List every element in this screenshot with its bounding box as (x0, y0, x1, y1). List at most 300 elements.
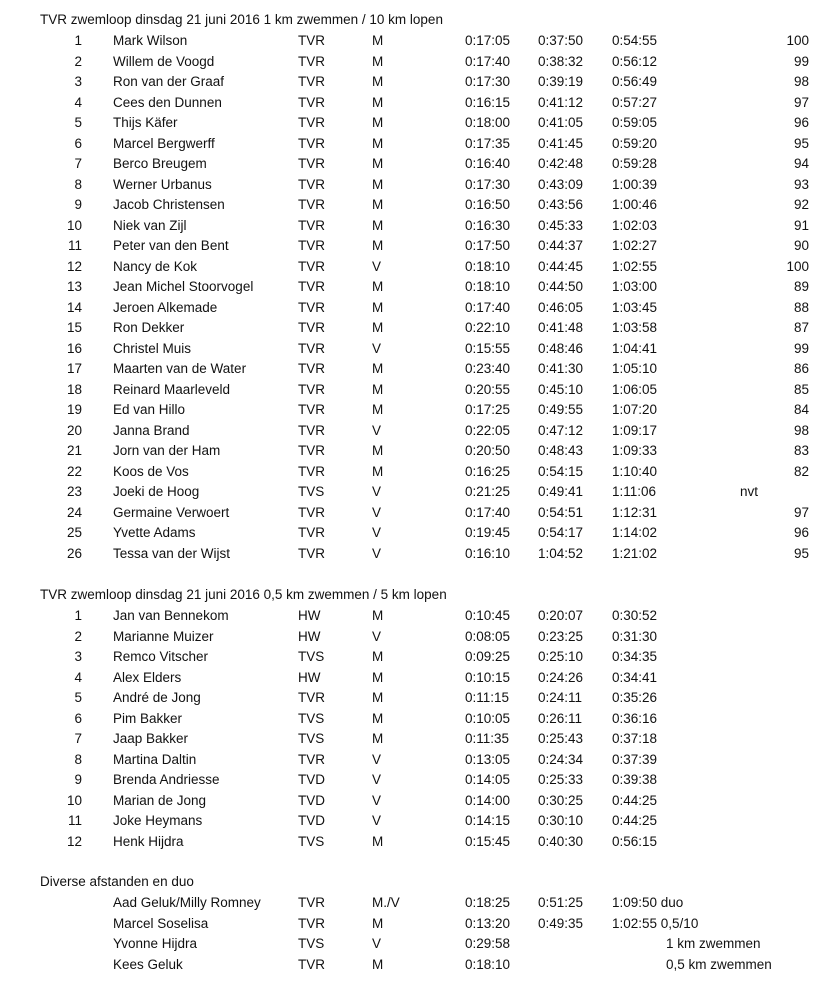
swim-time-cell: 0:17:35 (465, 135, 511, 151)
run-time-cell: 0:54:15 (538, 463, 584, 479)
rank-cell: 18 (66, 381, 82, 397)
rank-cell: 5 (74, 115, 82, 130)
total-time-cell: 0:31:30 (612, 628, 658, 644)
run-time-cell: 0:47:12 (538, 422, 584, 438)
run-time-cell: 0:49:35 (538, 915, 584, 931)
total-time-cell: 1:14:02 (612, 525, 658, 540)
swim-time-cell: 0:11:35 (465, 731, 510, 746)
total-time-cell: 1:12:31 (612, 504, 658, 520)
club-cell: TVD (298, 792, 325, 808)
club-cell: TVR (298, 504, 325, 520)
run-time-cell: 0:30:10 (538, 813, 584, 828)
run-time-cell: 0:30:25 (538, 792, 584, 808)
total-time-cell: 0:44:25 (612, 792, 658, 808)
total-time-cell: 1:10:40 (612, 463, 658, 479)
name-cell: Alex Elders (113, 669, 182, 685)
rank-cell: 5 (74, 690, 82, 705)
name-cell: Werner Urbanus (113, 176, 212, 192)
total-time-cell: 1:04:41 (612, 340, 658, 356)
points-cell: 88 (793, 299, 809, 315)
swim-time-cell: 0:18:25 (465, 895, 511, 910)
table-row (0, 731, 834, 752)
total-time-cell: 1:09:50 duo (612, 895, 684, 910)
club-cell: TVR (298, 238, 325, 253)
points-cell: 83 (793, 443, 809, 458)
gender-cell: M (372, 74, 384, 89)
points-cell: 82 (793, 463, 809, 479)
table-row (0, 115, 834, 136)
total-time-cell: 1:00:46 (612, 197, 658, 212)
points-cell: 100 (786, 33, 809, 48)
rank-cell: 11 (67, 238, 82, 253)
run-time-cell: 0:54:51 (538, 504, 584, 520)
total-time-cell: 0:36:16 (612, 710, 658, 726)
gender-cell: M (372, 217, 384, 233)
table-row (0, 238, 834, 259)
rank-cell: 10 (66, 792, 82, 808)
gender-cell: V (372, 792, 382, 808)
run-time-cell: 1:04:52 (538, 545, 584, 561)
gender-cell: M (372, 690, 384, 705)
table-row (0, 793, 834, 814)
total-time-cell: 0:56:15 (612, 833, 658, 849)
club-cell: TVR (298, 320, 325, 335)
rank-cell: 16 (66, 340, 82, 356)
name-cell: Martina Daltin (113, 751, 197, 767)
name-cell: Jan van Bennekom (113, 608, 229, 623)
gender-cell: M (372, 402, 384, 417)
club-cell: TVS (298, 833, 325, 849)
name-cell: Marcel Bergwerff (113, 135, 215, 151)
swim-time-cell: 0:15:45 (465, 833, 511, 849)
rank-cell: 2 (74, 628, 82, 644)
name-cell: Jaap Bakker (113, 731, 189, 746)
table-row (0, 74, 834, 95)
swim-time-cell: 0:14:00 (465, 792, 511, 808)
run-time-cell: 0:24:34 (538, 751, 584, 767)
rank-cell: 12 (66, 833, 82, 849)
table-row (0, 279, 834, 300)
total-time-cell: 0:39:38 (612, 772, 658, 787)
name-cell: Jean Michel Stoorvogel (113, 279, 254, 294)
swim-time-cell: 0:17:40 (465, 504, 511, 520)
table-row (0, 629, 834, 650)
swim-time-cell: 0:14:15 (465, 813, 511, 828)
name-cell: Joeki de Hoog (113, 484, 200, 499)
club-cell: TVD (298, 813, 325, 828)
name-cell: Marcel Soselisa (113, 915, 209, 931)
points-cell: 99 (793, 340, 809, 356)
gender-cell: M (372, 710, 384, 726)
table-row (0, 895, 834, 916)
points-cell: 96 (793, 115, 809, 130)
swim-time-cell: 0:29:58 (465, 936, 511, 951)
table-row (0, 752, 834, 773)
rank-cell: 23 (66, 484, 82, 499)
run-time-cell: 0:39:19 (538, 74, 584, 89)
name-cell: Koos de Vos (113, 463, 189, 479)
run-time-cell: 0:38:32 (538, 53, 584, 69)
swim-time-cell: 0:18:10 (465, 258, 511, 274)
run-time-cell: 0:41:30 (538, 361, 584, 376)
club-cell: TVR (298, 402, 325, 417)
gender-cell: V (372, 525, 382, 540)
swim-time-cell: 0:19:45 (465, 525, 511, 540)
swim-time-cell: 0:11:15 (465, 690, 510, 705)
rank-cell: 11 (67, 813, 82, 828)
points-cell: 94 (793, 156, 809, 171)
gender-cell: M (372, 197, 384, 212)
club-cell: TVS (298, 649, 325, 664)
club-cell: TVR (298, 690, 325, 705)
total-time-cell: 0:37:39 (612, 751, 658, 767)
table-row (0, 711, 834, 732)
name-cell: Janna Brand (113, 422, 190, 438)
table-row (0, 177, 834, 198)
total-time-cell: 1:05:10 (612, 361, 658, 376)
swim-time-cell: 0:10:05 (465, 710, 511, 726)
swim-time-cell: 0:20:50 (465, 443, 511, 458)
club-cell: HW (298, 608, 321, 623)
run-time-cell: 0:20:07 (538, 608, 584, 623)
total-time-cell: 1:21:02 (612, 545, 658, 561)
table-row (0, 33, 834, 54)
swim-time-cell: 0:16:30 (465, 217, 511, 233)
rank-cell: 21 (66, 443, 82, 458)
gender-cell: V (372, 340, 382, 356)
points-cell: 87 (793, 320, 809, 335)
club-cell: TVR (298, 361, 325, 376)
swim-time-cell: 0:21:25 (465, 484, 511, 499)
rank-cell: 9 (74, 197, 82, 212)
name-cell: Germaine Verwoert (113, 504, 230, 520)
points-cell: 97 (793, 504, 809, 520)
gender-cell: M (372, 731, 384, 746)
run-time-cell: 0:49:55 (538, 402, 584, 417)
gender-cell: M (372, 381, 384, 397)
points-cell: 99 (793, 53, 809, 69)
gender-cell: M (372, 238, 384, 253)
gender-cell: M (372, 669, 384, 685)
table-row (0, 649, 834, 670)
club-cell: TVR (298, 463, 325, 479)
rank-cell: 8 (74, 176, 82, 192)
table-row (0, 772, 834, 793)
swim-time-cell: 0:23:40 (465, 361, 511, 376)
rank-cell: 10 (66, 217, 82, 233)
total-time-cell: 1:09:33 (612, 443, 658, 458)
run-time-cell: 0:23:25 (538, 628, 584, 644)
table-row (0, 341, 834, 362)
run-time-cell: 0:25:33 (538, 772, 584, 787)
table-row (0, 197, 834, 218)
club-cell: TVR (298, 299, 325, 315)
run-time-cell: 0:48:46 (538, 340, 584, 356)
table-row (0, 361, 834, 382)
run-time-cell: 0:54:17 (538, 525, 584, 540)
total-time-cell: 1:11:06 (612, 484, 657, 499)
club-cell: TVS (298, 710, 325, 726)
rank-cell: 3 (74, 649, 82, 664)
run-time-cell: 0:44:50 (538, 279, 584, 294)
points-cell: 93 (793, 176, 809, 192)
total-time-cell: 0:59:28 (612, 156, 658, 171)
points-cell: 98 (793, 74, 809, 89)
points-cell: 100 (786, 258, 809, 274)
name-cell: Marian de Jong (113, 792, 207, 808)
name-cell: Remco Vitscher (113, 649, 209, 664)
name-cell: Brenda Andriesse (113, 772, 220, 787)
table-row (0, 156, 834, 177)
gender-cell: M (372, 463, 384, 479)
run-time-cell: 0:49:41 (538, 484, 584, 499)
run-time-cell: 0:44:45 (538, 258, 584, 274)
gender-cell: M (372, 649, 384, 664)
name-cell: Mark Wilson (113, 33, 188, 48)
name-cell: Marianne Muizer (113, 628, 214, 644)
table-row (0, 608, 834, 629)
gender-cell: V (372, 772, 382, 787)
gender-cell: V (372, 422, 382, 438)
table-row (0, 690, 834, 711)
rank-cell: 7 (74, 156, 82, 171)
rank-cell: 13 (66, 279, 82, 294)
club-cell: TVR (298, 135, 325, 151)
gender-cell: M (372, 135, 384, 151)
total-time-cell: 0:35:26 (612, 690, 658, 705)
table-row (0, 218, 834, 239)
gender-cell: V (372, 628, 382, 644)
rank-cell: 8 (74, 751, 82, 767)
run-time-cell: 0:44:37 (538, 238, 584, 253)
gender-cell: M (372, 115, 384, 130)
table-row (0, 320, 834, 341)
gender-cell: M (372, 279, 384, 294)
gender-cell: V (372, 936, 382, 951)
club-cell: TVR (298, 751, 325, 767)
name-cell: Jacob Christensen (113, 197, 225, 212)
rank-cell: 17 (66, 361, 82, 376)
name-cell: Thijs Käfer (113, 115, 178, 130)
name-cell: Yvonne Hijdra (113, 936, 198, 951)
table-row (0, 834, 834, 855)
name-cell: Yvette Adams (113, 525, 196, 540)
run-time-cell: 0:51:25 (538, 895, 584, 910)
run-time-cell: 0:43:09 (538, 176, 584, 192)
club-cell: TVR (298, 74, 325, 89)
total-time-cell: 0:59:20 (612, 135, 658, 151)
run-time-cell: 0:25:43 (538, 731, 584, 746)
run-time-cell: 0:41:05 (538, 115, 584, 130)
club-cell: TVR (298, 197, 325, 212)
total-time-cell: 1:02:55 0,5/10 (612, 915, 699, 931)
club-cell: TVR (298, 258, 325, 274)
gender-cell: M (372, 443, 384, 458)
club-cell: TVR (298, 176, 325, 192)
table-row (0, 95, 834, 116)
total-time-cell: 1:07:20 (612, 402, 658, 417)
name-cell: Pim Bakker (113, 710, 183, 726)
gender-cell: V (372, 545, 382, 561)
table-row (0, 136, 834, 157)
swim-time-cell: 0:17:25 (465, 402, 511, 417)
club-cell: TVR (298, 217, 325, 233)
name-cell: Henk Hijdra (113, 833, 184, 849)
gender-cell: M (372, 956, 384, 972)
run-time-cell: 0:26:11 (538, 710, 583, 726)
rank-cell: 26 (66, 545, 82, 561)
gender-cell: M (372, 915, 384, 931)
rank-cell: 25 (66, 525, 82, 540)
swim-time-cell: 0:17:30 (465, 176, 511, 192)
name-cell: Willem de Voogd (113, 53, 215, 69)
distance-note-cell: 1 km zwemmen (666, 936, 761, 951)
total-time-cell: 1:02:27 (612, 238, 658, 253)
swim-time-cell: 0:17:40 (465, 299, 511, 315)
points-cell: 97 (793, 94, 809, 110)
club-cell: TVR (298, 33, 325, 48)
note-cell: nvt (740, 484, 759, 499)
club-cell: TVR (298, 156, 325, 171)
club-cell: TVR (298, 279, 325, 294)
table-row (0, 443, 834, 464)
run-time-cell: 0:40:30 (538, 833, 584, 849)
club-cell: TVR (298, 340, 325, 356)
rank-cell: 15 (66, 320, 82, 335)
run-time-cell: 0:45:10 (538, 381, 584, 397)
name-cell: Cees den Dunnen (113, 94, 222, 110)
total-time-cell: 1:06:05 (612, 381, 658, 397)
gender-cell: M./V (372, 895, 400, 910)
rank-cell: 20 (66, 422, 82, 438)
total-time-cell: 0:34:41 (612, 669, 658, 685)
name-cell: Niek van Zijl (113, 217, 187, 233)
club-cell: TVS (298, 731, 325, 746)
rank-cell: 6 (74, 135, 82, 151)
table-row (0, 505, 834, 526)
gender-cell: M (372, 833, 384, 849)
swim-time-cell: 0:08:05 (465, 628, 511, 644)
club-cell: TVR (298, 381, 325, 397)
gender-cell: M (372, 176, 384, 192)
rank-cell: 22 (66, 463, 82, 479)
gender-cell: M (372, 299, 384, 315)
run-time-cell: 0:41:45 (538, 135, 584, 151)
swim-time-cell: 0:17:30 (465, 74, 511, 89)
swim-time-cell: 0:20:55 (465, 381, 511, 397)
rank-cell: 24 (66, 504, 82, 520)
swim-time-cell: 0:13:05 (465, 751, 511, 767)
swim-time-cell: 0:15:55 (465, 340, 511, 356)
rank-cell: 2 (74, 53, 82, 69)
points-cell: 90 (793, 238, 809, 253)
table-row (0, 402, 834, 423)
total-time-cell: 0:56:49 (612, 74, 658, 89)
rank-cell: 14 (66, 299, 82, 315)
swim-time-cell: 0:18:10 (465, 956, 511, 972)
section3-title: Diverse afstanden en duo (40, 874, 194, 889)
name-cell: Kees Geluk (113, 956, 183, 972)
points-cell: 84 (793, 402, 809, 417)
run-time-cell: 0:24:26 (538, 669, 584, 685)
club-cell: TVR (298, 443, 325, 458)
run-time-cell: 0:43:56 (538, 197, 584, 212)
rank-cell: 1 (74, 33, 82, 48)
points-cell: 95 (793, 135, 809, 151)
points-cell: 91 (793, 217, 809, 233)
total-time-cell: 1:02:55 (612, 258, 658, 274)
rank-cell: 6 (74, 710, 82, 726)
gender-cell: M (372, 94, 384, 110)
name-cell: Jorn van der Ham (113, 443, 221, 458)
rank-cell: 3 (74, 74, 82, 89)
name-cell: Maarten van de Water (113, 361, 247, 376)
total-time-cell: 0:37:18 (612, 731, 658, 746)
gender-cell: M (372, 361, 384, 376)
club-cell: TVR (298, 545, 325, 561)
swim-time-cell: 0:18:10 (465, 279, 511, 294)
total-time-cell: 0:44:25 (612, 813, 658, 828)
table-row (0, 670, 834, 691)
name-cell: Nancy de Kok (113, 258, 198, 274)
club-cell: TVS (298, 484, 325, 499)
club-cell: TVR (298, 53, 325, 69)
club-cell: TVS (298, 936, 325, 951)
points-cell: 98 (793, 422, 809, 438)
swim-time-cell: 0:16:15 (465, 94, 511, 110)
total-time-cell: 1:03:45 (612, 299, 658, 315)
total-time-cell: 1:03:58 (612, 320, 658, 335)
points-cell: 95 (793, 545, 809, 561)
rank-cell: 19 (66, 402, 82, 417)
name-cell: Ron van der Graaf (113, 74, 225, 89)
run-time-cell: 0:25:10 (538, 649, 584, 664)
points-cell: 89 (793, 279, 809, 294)
table-row (0, 484, 834, 505)
swim-time-cell: 0:17:40 (465, 53, 511, 69)
total-time-cell: 1:09:17 (612, 422, 658, 438)
swim-time-cell: 0:14:05 (465, 772, 511, 787)
rank-cell: 12 (66, 258, 82, 274)
swim-time-cell: 0:18:00 (465, 115, 511, 130)
club-cell: TVR (298, 115, 325, 130)
gender-cell: M (372, 53, 384, 69)
gender-cell: V (372, 484, 382, 499)
swim-time-cell: 0:16:25 (465, 463, 511, 479)
run-time-cell: 0:46:05 (538, 299, 584, 315)
club-cell: TVR (298, 94, 325, 110)
total-time-cell: 1:00:39 (612, 176, 658, 192)
points-cell: 96 (793, 525, 809, 540)
club-cell: TVR (298, 956, 325, 972)
gender-cell: V (372, 258, 382, 274)
gender-cell: V (372, 813, 382, 828)
table-row (0, 382, 834, 403)
swim-time-cell: 0:09:25 (465, 649, 511, 664)
table-row (0, 957, 834, 978)
table-row (0, 54, 834, 75)
name-cell: Aad Geluk/Milly Romney (113, 895, 261, 910)
rank-cell: 7 (74, 731, 82, 746)
name-cell: Joke Heymans (113, 813, 203, 828)
name-cell: Jeroen Alkemade (113, 299, 218, 315)
club-cell: HW (298, 669, 321, 685)
gender-cell: M (372, 320, 384, 335)
name-cell: Christel Muis (113, 340, 192, 356)
club-cell: TVR (298, 895, 325, 910)
table-row (0, 916, 834, 937)
run-time-cell: 0:42:48 (538, 156, 584, 171)
